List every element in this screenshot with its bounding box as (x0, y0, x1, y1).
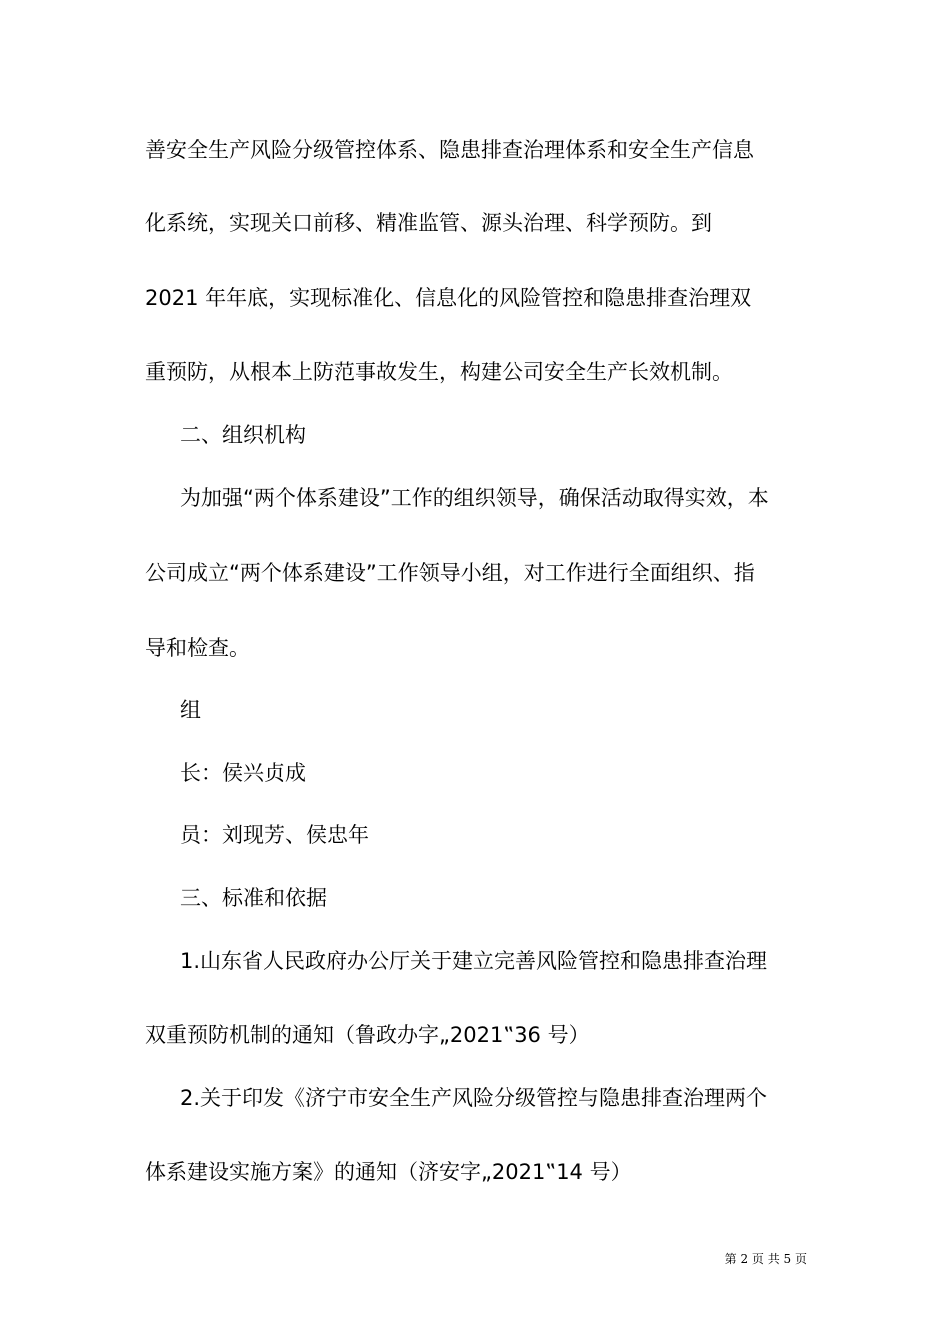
text-line: 2.关于印发《济宁市安全生产风险分级管控与隐患排查治理两个 (180, 1086, 768, 1110)
text-line: 化系统，实现关口前移、精准监管、源头治理、科学预防。到 (145, 211, 712, 235)
text-line: 重预防，从根本上防范事故发生，构建公司安全生产长效机制。 (145, 360, 733, 384)
text-line: 导和检查。 (145, 636, 250, 660)
section-heading: 三、标准和依据 (180, 886, 327, 910)
text-line: 公司成立“两个体系建设”工作领导小组，对工作进行全面组织、指 (145, 561, 755, 585)
text-line: 2021 年年底，实现标准化、信息化的风险管控和隐患排查治理双 (145, 286, 752, 310)
text-line: 员：刘现芳、侯忠年 (180, 823, 369, 847)
text-line: 长：侯兴贞成 (180, 761, 306, 785)
section-heading: 二、组织机构 (180, 423, 306, 447)
text-line: 善安全生产风险分级管控体系、隐患排查治理体系和安全生产信息 (145, 138, 754, 162)
text-line: 双重预防机制的通知（鲁政办字„2021‟36 号） (145, 1023, 590, 1047)
page-number: 第 2 页 共 5 页 (724, 1252, 807, 1266)
text-line: 为加强“两个体系建设”工作的组织领导，确保活动取得实效，本 (180, 486, 769, 510)
text-line: 体系建设实施方案》的通知（济安字„2021‟14 号） (145, 1160, 632, 1184)
text-line: 1.山东省人民政府办公厅关于建立完善风险管控和隐患排查治理 (180, 949, 768, 973)
text-line: 组 (180, 698, 201, 722)
